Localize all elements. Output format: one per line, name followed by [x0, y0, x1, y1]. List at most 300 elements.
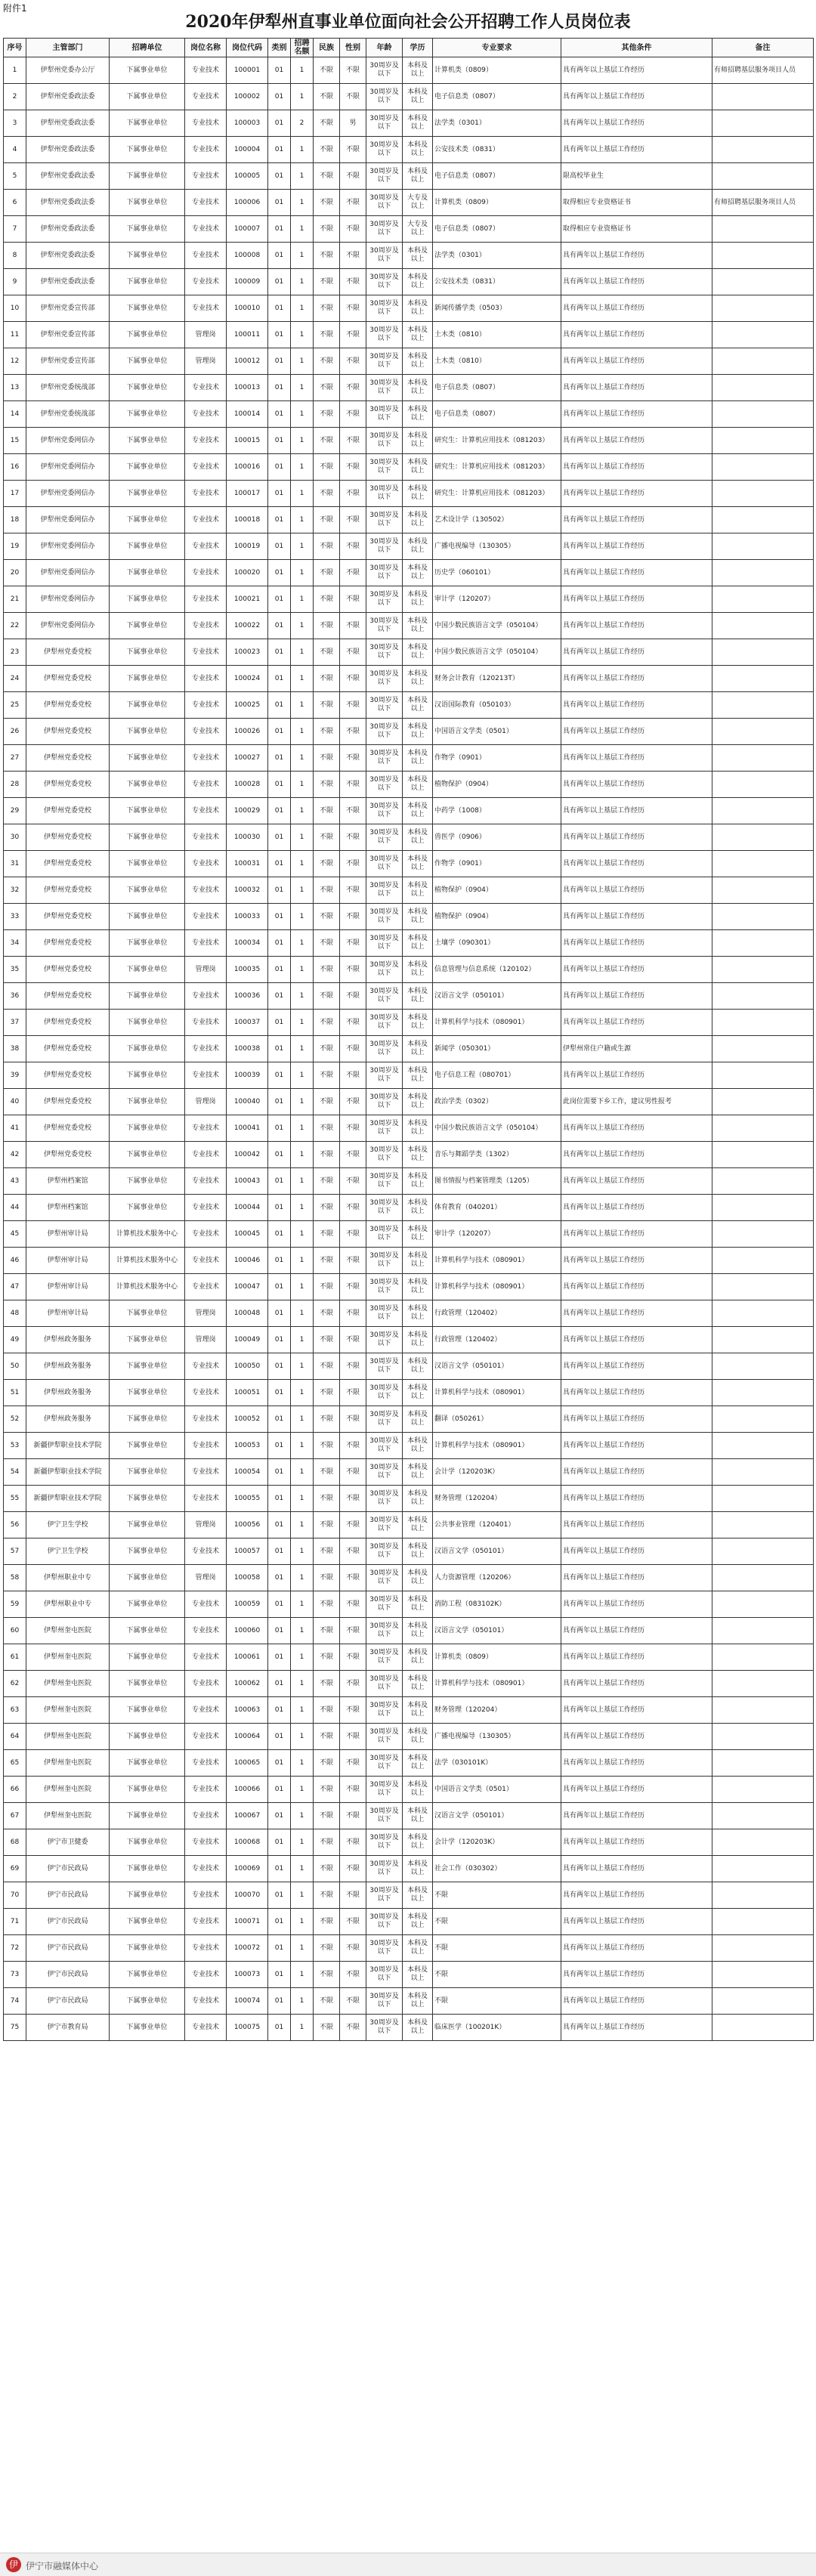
cell-other: 具有两年以上基层工作经历: [561, 454, 712, 481]
cell-seq: 44: [4, 1195, 26, 1221]
cell-major: 不限: [433, 1988, 561, 2015]
cell-unit: 伊犁州党委党校: [26, 957, 110, 983]
cell-post: 专业技术: [185, 1988, 227, 2015]
cell-age: 30周岁及以下: [366, 1935, 403, 1962]
cell-dept: 下属事业单位: [110, 904, 185, 930]
cell-category: 01: [268, 1750, 291, 1777]
cell-edu: 本科及以上: [403, 1168, 433, 1195]
cell-other: 具有两年以上基层工作经历: [561, 1909, 712, 1935]
cell-num: 1: [291, 1486, 314, 1512]
cell-unit: 伊犁州党委党校: [26, 798, 110, 824]
cell-edu: 本科及以上: [403, 454, 433, 481]
cell-code: 100003: [227, 110, 268, 137]
cell-major: 电子信息类（0807）: [433, 163, 561, 190]
cell-major: 审计学（120207）: [433, 586, 561, 613]
cell-age: 30周岁及以下: [366, 216, 403, 243]
cell-age: 30周岁及以下: [366, 1697, 403, 1724]
cell-note: [712, 1406, 814, 1433]
cell-note: [712, 1803, 814, 1829]
cell-note: [712, 1221, 814, 1248]
cell-gender: 不限: [340, 719, 366, 745]
cell-unit: 伊宁市卫健委: [26, 1829, 110, 1856]
cell-dept: 下属事业单位: [110, 1142, 185, 1168]
cell-major: 公共事业管理（120401）: [433, 1512, 561, 1538]
cell-post: 专业技术: [185, 1221, 227, 1248]
table-row: [4, 216, 814, 243]
cell-seq: 27: [4, 745, 26, 772]
cell-seq: 66: [4, 1777, 26, 1803]
cell-gender: 不限: [340, 957, 366, 983]
cell-post: 专业技术: [185, 719, 227, 745]
table-row: [4, 533, 814, 560]
cell-other: 具有两年以上基层工作经历: [561, 1803, 712, 1829]
cell-unit: 伊犁州奎屯医院: [26, 1644, 110, 1671]
cell-major: 音乐与舞蹈学类（1302）: [433, 1142, 561, 1168]
table-row: [4, 57, 814, 84]
cell-num: 1: [291, 1380, 314, 1406]
cell-unit: 伊犁州党委党校: [26, 772, 110, 798]
cell-edu: 本科及以上: [403, 322, 433, 348]
cell-ethnic: 不限: [314, 877, 340, 904]
cell-category: 01: [268, 163, 291, 190]
cell-ethnic: 不限: [314, 533, 340, 560]
cell-major: 政治学类（0302）: [433, 1089, 561, 1115]
cell-post: 专业技术: [185, 1115, 227, 1142]
cell-num: 1: [291, 481, 314, 507]
cell-edu: 本科及以上: [403, 824, 433, 851]
cell-other: 具有两年以上基层工作经历: [561, 1221, 712, 1248]
cell-dept: 下属事业单位: [110, 163, 185, 190]
cell-num: 1: [291, 1988, 314, 2015]
table-row: [4, 163, 814, 190]
cell-other: 具有两年以上基层工作经历: [561, 1750, 712, 1777]
cell-unit: 伊犁州党委网信办: [26, 586, 110, 613]
cell-gender: 不限: [340, 454, 366, 481]
cell-other: 具有两年以上基层工作经历: [561, 1010, 712, 1036]
cell-unit: 伊宁市民政局: [26, 1856, 110, 1882]
cell-edu: 本科及以上: [403, 692, 433, 719]
cell-major: 汉语言文学（050101）: [433, 1803, 561, 1829]
cell-dept: 下属事业单位: [110, 1168, 185, 1195]
cell-unit: 伊宁市民政局: [26, 1988, 110, 2015]
cell-gender: 不限: [340, 1221, 366, 1248]
cell-age: 30周岁及以下: [366, 1750, 403, 1777]
table-row: [4, 719, 814, 745]
cell-major: 计算机科学与技术（080901）: [433, 1274, 561, 1300]
cell-gender: 不限: [340, 1829, 366, 1856]
cell-ethnic: 不限: [314, 772, 340, 798]
cell-edu: 本科及以上: [403, 507, 433, 533]
cell-code: 100073: [227, 1962, 268, 1988]
cell-gender: 不限: [340, 269, 366, 295]
cell-note: [712, 957, 814, 983]
cell-num: 1: [291, 560, 314, 586]
cell-post: 专业技术: [185, 1168, 227, 1195]
col-major: 专业要求: [433, 39, 561, 57]
cell-dept: 下属事业单位: [110, 1803, 185, 1829]
cell-unit: 伊犁州审计局: [26, 1300, 110, 1327]
cell-code: 100067: [227, 1803, 268, 1829]
cell-post: 专业技术: [185, 454, 227, 481]
cell-age: 30周岁及以下: [366, 1195, 403, 1221]
cell-unit: 伊犁州党委网信办: [26, 560, 110, 586]
cell-seq: 38: [4, 1036, 26, 1062]
cell-gender: 不限: [340, 1459, 366, 1486]
cell-edu: 本科及以上: [403, 1459, 433, 1486]
cell-major: 审计学（120207）: [433, 1221, 561, 1248]
cell-post: 专业技术: [185, 1486, 227, 1512]
cell-dept: 下属事业单位: [110, 639, 185, 666]
cell-age: 30周岁及以下: [366, 586, 403, 613]
cell-post: 专业技术: [185, 1697, 227, 1724]
cell-code: 100011: [227, 322, 268, 348]
cell-age: 30周岁及以下: [366, 401, 403, 428]
cell-other: 具有两年以上基层工作经历: [561, 1935, 712, 1962]
cell-code: 100040: [227, 1089, 268, 1115]
cell-seq: 14: [4, 401, 26, 428]
cell-edu: 本科及以上: [403, 1327, 433, 1353]
cell-major: 法学类（0301）: [433, 243, 561, 269]
cell-seq: 61: [4, 1644, 26, 1671]
cell-num: 1: [291, 745, 314, 772]
cell-age: 30周岁及以下: [366, 613, 403, 639]
cell-age: 30周岁及以下: [366, 1248, 403, 1274]
cell-num: 1: [291, 348, 314, 375]
cell-post: 管理岗: [185, 957, 227, 983]
table-row: [4, 1856, 814, 1882]
cell-edu: 本科及以上: [403, 719, 433, 745]
job-table: [3, 38, 814, 2041]
cell-ethnic: 不限: [314, 1856, 340, 1882]
cell-seq: 68: [4, 1829, 26, 1856]
cell-unit: 伊犁州奎屯医院: [26, 1724, 110, 1750]
cell-code: 100063: [227, 1697, 268, 1724]
cell-category: 01: [268, 613, 291, 639]
cell-seq: 48: [4, 1300, 26, 1327]
cell-post: 专业技术: [185, 1882, 227, 1909]
cell-unit: 伊宁市民政局: [26, 1882, 110, 1909]
cell-edu: 本科及以上: [403, 639, 433, 666]
cell-category: 01: [268, 1142, 291, 1168]
cell-note: [712, 1195, 814, 1221]
cell-ethnic: 不限: [314, 1750, 340, 1777]
cell-edu: 本科及以上: [403, 428, 433, 454]
cell-num: 1: [291, 2015, 314, 2041]
cell-unit: 伊犁州党委宣传部: [26, 322, 110, 348]
cell-category: 01: [268, 851, 291, 877]
cell-dept: 下属事业单位: [110, 772, 185, 798]
cell-major: 不限: [433, 1882, 561, 1909]
cell-dept: 下属事业单位: [110, 1353, 185, 1380]
cell-major: 财务会计教育（120213T）: [433, 666, 561, 692]
cell-other: 具有两年以上基层工作经历: [561, 375, 712, 401]
cell-post: 专业技术: [185, 904, 227, 930]
cell-category: 01: [268, 1829, 291, 1856]
cell-major: 不限: [433, 1962, 561, 1988]
cell-dept: 下属事业单位: [110, 1459, 185, 1486]
cell-category: 01: [268, 1274, 291, 1300]
table-row: [4, 1697, 814, 1724]
cell-other: 具有两年以上基层工作经历: [561, 719, 712, 745]
cell-unit: 伊犁州党委党校: [26, 983, 110, 1010]
cell-edu: 本科及以上: [403, 1856, 433, 1882]
cell-post: 管理岗: [185, 348, 227, 375]
cell-post: 专业技术: [185, 269, 227, 295]
cell-unit: 伊宁卫生学校: [26, 1512, 110, 1538]
cell-other: 具有两年以上基层工作经历: [561, 930, 712, 957]
cell-edu: 本科及以上: [403, 772, 433, 798]
cell-num: 1: [291, 533, 314, 560]
cell-seq: 70: [4, 1882, 26, 1909]
cell-ethnic: 不限: [314, 507, 340, 533]
cell-edu: 本科及以上: [403, 1697, 433, 1724]
cell-unit: 伊犁州党委党校: [26, 1036, 110, 1062]
cell-unit: 伊犁州党委网信办: [26, 428, 110, 454]
cell-gender: 不限: [340, 481, 366, 507]
cell-age: 30周岁及以下: [366, 190, 403, 216]
table-row: [4, 1935, 814, 1962]
cell-ethnic: 不限: [314, 454, 340, 481]
cell-note: [712, 613, 814, 639]
cell-num: 1: [291, 1010, 314, 1036]
cell-note: [712, 110, 814, 137]
cell-age: 30周岁及以下: [366, 57, 403, 84]
cell-gender: 不限: [340, 1300, 366, 1327]
cell-num: 1: [291, 1882, 314, 1909]
cell-dept: 下属事业单位: [110, 348, 185, 375]
cell-category: 01: [268, 1512, 291, 1538]
cell-code: 100002: [227, 84, 268, 110]
cell-num: 1: [291, 586, 314, 613]
cell-unit: 伊犁州党委网信办: [26, 481, 110, 507]
cell-other: 具有两年以上基层工作经历: [561, 1644, 712, 1671]
cell-other: 具有两年以上基层工作经历: [561, 428, 712, 454]
cell-category: 01: [268, 930, 291, 957]
cell-major: 新闻传播学类（0503）: [433, 295, 561, 322]
cell-note: [712, 1486, 814, 1512]
cell-unit: 伊犁州奎屯医院: [26, 1697, 110, 1724]
table-row: [4, 1036, 814, 1062]
cell-unit: 伊犁州党委网信办: [26, 613, 110, 639]
cell-age: 30周岁及以下: [366, 507, 403, 533]
col-note: 备注: [712, 39, 814, 57]
cell-code: 100034: [227, 930, 268, 957]
cell-post: 专业技术: [185, 137, 227, 163]
cell-dept: 下属事业单位: [110, 1380, 185, 1406]
cell-gender: 不限: [340, 84, 366, 110]
cell-major: 行政管理（120402）: [433, 1300, 561, 1327]
cell-major: 研究生：计算机应用技术（081203）: [433, 428, 561, 454]
cell-gender: 不限: [340, 1353, 366, 1380]
cell-post: 专业技术: [185, 666, 227, 692]
cell-post: 专业技术: [185, 851, 227, 877]
cell-category: 01: [268, 243, 291, 269]
cell-post: 专业技术: [185, 1935, 227, 1962]
cell-age: 30周岁及以下: [366, 1988, 403, 2015]
cell-dept: 下属事业单位: [110, 57, 185, 84]
cell-age: 30周岁及以下: [366, 1380, 403, 1406]
cell-dept: 下属事业单位: [110, 295, 185, 322]
cell-ethnic: 不限: [314, 375, 340, 401]
cell-seq: 40: [4, 1089, 26, 1115]
cell-post: 专业技术: [185, 216, 227, 243]
cell-age: 30周岁及以下: [366, 1856, 403, 1882]
cell-gender: 不限: [340, 586, 366, 613]
cell-note: [712, 1274, 814, 1300]
col-num: 招聘名额: [291, 39, 314, 57]
cell-category: 01: [268, 454, 291, 481]
cell-unit: 伊犁州党委政法委: [26, 190, 110, 216]
cell-dept: 下属事业单位: [110, 190, 185, 216]
cell-note: [712, 745, 814, 772]
cell-post: 管理岗: [185, 322, 227, 348]
cell-major: 电子信息类（0807）: [433, 375, 561, 401]
cell-code: 100005: [227, 163, 268, 190]
cell-other: 具有两年以上基层工作经历: [561, 295, 712, 322]
cell-category: 01: [268, 137, 291, 163]
cell-note: [712, 243, 814, 269]
cell-ethnic: 不限: [314, 1010, 340, 1036]
cell-edu: 本科及以上: [403, 666, 433, 692]
cell-post: 专业技术: [185, 798, 227, 824]
cell-category: 01: [268, 1935, 291, 1962]
cell-major: 体育教育（040201）: [433, 1195, 561, 1221]
cell-gender: 不限: [340, 401, 366, 428]
cell-note: [712, 507, 814, 533]
cell-other: 具有两年以上基层工作经历: [561, 1565, 712, 1591]
cell-age: 30周岁及以下: [366, 1486, 403, 1512]
cell-unit: 伊犁州职业中专: [26, 1591, 110, 1618]
cell-num: 1: [291, 1300, 314, 1327]
cell-num: 1: [291, 1935, 314, 1962]
cell-ethnic: 不限: [314, 904, 340, 930]
cell-age: 30周岁及以下: [366, 1644, 403, 1671]
cell-major: 不限: [433, 1909, 561, 1935]
cell-other: 具有两年以上基层工作经历: [561, 1327, 712, 1353]
table-row: [4, 639, 814, 666]
cell-unit: 伊犁州政务服务: [26, 1353, 110, 1380]
cell-post: 专业技术: [185, 613, 227, 639]
cell-edu: 本科及以上: [403, 1274, 433, 1300]
page-title: 2020年伊犁州直事业单位面向社会公开招聘工作人员岗位表: [185, 12, 631, 32]
cell-ethnic: 不限: [314, 428, 340, 454]
cell-category: 01: [268, 1433, 291, 1459]
cell-num: 1: [291, 1036, 314, 1062]
cell-age: 30周岁及以下: [366, 533, 403, 560]
cell-major: 作物学（0901）: [433, 851, 561, 877]
cell-edu: 本科及以上: [403, 243, 433, 269]
cell-ethnic: 不限: [314, 322, 340, 348]
cell-ethnic: 不限: [314, 216, 340, 243]
cell-code: 100043: [227, 1168, 268, 1195]
cell-dept: 下属事业单位: [110, 1565, 185, 1591]
cell-major: 兽医学（0906）: [433, 824, 561, 851]
cell-other: 具有两年以上基层工作经历: [561, 824, 712, 851]
cell-gender: 不限: [340, 666, 366, 692]
cell-unit: 伊犁州党委统战部: [26, 375, 110, 401]
cell-edu: 本科及以上: [403, 295, 433, 322]
cell-seq: 49: [4, 1327, 26, 1353]
cell-num: 1: [291, 877, 314, 904]
cell-category: 01: [268, 57, 291, 84]
cell-num: 1: [291, 269, 314, 295]
cell-note: [712, 295, 814, 322]
cell-major: 行政管理（120402）: [433, 1327, 561, 1353]
cell-edu: 本科及以上: [403, 1962, 433, 1988]
cell-num: 1: [291, 1142, 314, 1168]
cell-post: 专业技术: [185, 295, 227, 322]
cell-code: 100061: [227, 1644, 268, 1671]
cell-seq: 75: [4, 2015, 26, 2041]
cell-other: 具有两年以上基层工作经历: [561, 1406, 712, 1433]
cell-gender: 不限: [340, 1406, 366, 1433]
cell-seq: 59: [4, 1591, 26, 1618]
cell-num: 1: [291, 904, 314, 930]
cell-unit: 伊犁州档案馆: [26, 1195, 110, 1221]
cell-other: 具有两年以上基层工作经历: [561, 57, 712, 84]
cell-other: 具有两年以上基层工作经历: [561, 745, 712, 772]
cell-ethnic: 不限: [314, 1486, 340, 1512]
cell-other: 具有两年以上基层工作经历: [561, 560, 712, 586]
cell-seq: 58: [4, 1565, 26, 1591]
cell-age: 30周岁及以下: [366, 1724, 403, 1750]
cell-unit: 伊犁州党委政法委: [26, 216, 110, 243]
cell-dept: 下属事业单位: [110, 322, 185, 348]
cell-gender: 不限: [340, 692, 366, 719]
cell-seq: 9: [4, 269, 26, 295]
table-row: [4, 692, 814, 719]
cell-other: 具有两年以上基层工作经历: [561, 1274, 712, 1300]
cell-gender: 不限: [340, 772, 366, 798]
cell-major: 临床医学（100201K）: [433, 2015, 561, 2041]
cell-dept: 下属事业单位: [110, 1036, 185, 1062]
cell-ethnic: 不限: [314, 1882, 340, 1909]
cell-code: 100070: [227, 1882, 268, 1909]
cell-category: 01: [268, 507, 291, 533]
cell-seq: 50: [4, 1353, 26, 1380]
table-row: [4, 957, 814, 983]
cell-note: [712, 348, 814, 375]
cell-gender: 不限: [340, 1750, 366, 1777]
cell-ethnic: 不限: [314, 745, 340, 772]
cell-code: 100014: [227, 401, 268, 428]
cell-seq: 64: [4, 1724, 26, 1750]
cell-other: 具有两年以上基层工作经历: [561, 666, 712, 692]
cell-major: 财务管理（120204）: [433, 1486, 561, 1512]
cell-major: 艺术设计学（130502）: [433, 507, 561, 533]
cell-post: 专业技术: [185, 375, 227, 401]
cell-ethnic: 不限: [314, 137, 340, 163]
cell-code: 100031: [227, 851, 268, 877]
cell-num: 1: [291, 454, 314, 481]
cell-other: 具有两年以上基层工作经历: [561, 1115, 712, 1142]
cell-dept: 下属事业单位: [110, 137, 185, 163]
cell-num: 1: [291, 322, 314, 348]
cell-seq: 67: [4, 1803, 26, 1829]
cell-unit: 伊犁州党委网信办: [26, 507, 110, 533]
cell-age: 30周岁及以下: [366, 1512, 403, 1538]
cell-ethnic: 不限: [314, 269, 340, 295]
cell-unit: 伊犁州职业中专: [26, 1565, 110, 1591]
cell-other: 具有两年以上基层工作经历: [561, 1512, 712, 1538]
table-row: [4, 295, 814, 322]
cell-note: [712, 375, 814, 401]
cell-post: 专业技术: [185, 84, 227, 110]
cell-num: 1: [291, 1803, 314, 1829]
cell-major: 法学类（0301）: [433, 110, 561, 137]
cell-edu: 本科及以上: [403, 137, 433, 163]
cell-code: 100029: [227, 798, 268, 824]
